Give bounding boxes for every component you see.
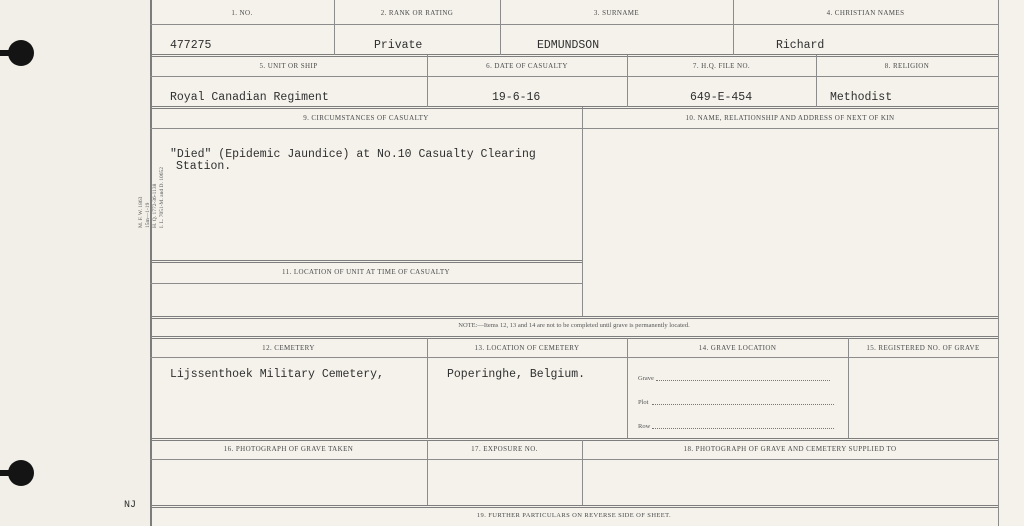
rule xyxy=(150,459,998,460)
circumstances-line-1: "Died" (Epidemic Jaundice) at No.10 Casualty Clearing xyxy=(170,148,536,161)
plot-field-label: Plot xyxy=(638,399,649,406)
date-value: 19-6-16 xyxy=(492,91,541,104)
rule xyxy=(150,505,998,508)
header-no: 1. NO. xyxy=(231,9,253,17)
side-print-line: M. F. W. 1863 xyxy=(138,196,144,228)
divider xyxy=(848,338,849,438)
note: NOTE:—Items 12, 13 and 14 are not to be completed until grave is permanently located. xyxy=(458,322,690,329)
service-number: 477275 xyxy=(170,39,212,52)
rule xyxy=(150,106,998,109)
header-exposure: 17. EXPOSURE NO. xyxy=(471,445,538,453)
surname-value: EDMUNDSON xyxy=(537,39,600,52)
header-location-cemetery: 13. LOCATION OF CEMETERY xyxy=(474,344,580,352)
circumstances-line-2: Station. xyxy=(176,160,232,173)
rule xyxy=(150,357,998,358)
rule xyxy=(150,54,998,57)
divider xyxy=(427,338,428,438)
rule xyxy=(150,316,998,319)
header-religion: 8. RELIGION xyxy=(884,62,930,70)
grave-field-label: Grave xyxy=(638,375,654,382)
header-cemetery: 12. CEMETERY xyxy=(262,344,315,352)
header-hq-file: 7. H.Q. FILE NO. xyxy=(692,62,751,70)
plot-field-line xyxy=(652,404,834,405)
side-print-line: I. L. 7051-M. and D. 10652 xyxy=(159,167,165,228)
rank-value: Private xyxy=(374,39,423,52)
divider xyxy=(582,107,583,317)
hq-file-value: 649-E-454 xyxy=(690,91,753,104)
christian-names-value: Richard xyxy=(776,39,825,52)
header-rank: 2. RANK OR RATING xyxy=(380,9,454,17)
footer-further-particulars: 19. FURTHER PARTICULARS ON REVERSE SIDE OF SHEET. xyxy=(476,512,672,519)
divider xyxy=(627,338,628,438)
frame-right xyxy=(998,0,999,526)
side-print xyxy=(138,167,166,228)
header-grave-location: 14. GRAVE LOCATION xyxy=(698,344,777,352)
header-date: 6. DATE OF CASUALTY xyxy=(486,62,568,70)
header-christian-names: 4. CHRISTIAN NAMES xyxy=(826,9,905,17)
cemetery-value: Lijssenthoek Military Cemetery, xyxy=(170,368,384,381)
header-photo-taken: 16. PHOTOGRAPH OF GRAVE TAKEN xyxy=(223,445,354,453)
grave-field-line xyxy=(656,380,830,381)
rule xyxy=(150,128,998,129)
header-unit: 5. UNIT OR SHIP xyxy=(259,62,318,70)
header-photo-supplied: 18. PHOTOGRAPH OF GRAVE AND CEMETERY SUPPLIED TO xyxy=(683,445,897,453)
rule xyxy=(150,24,998,25)
row-field-label: Row xyxy=(638,423,651,430)
punch-hole-bottom xyxy=(8,460,34,486)
rule xyxy=(150,260,582,263)
rule xyxy=(150,336,998,339)
side-print-line: H. Q. 1772-36-1138 xyxy=(152,183,158,228)
header-surname: 3. SURNAME xyxy=(593,9,640,17)
rule xyxy=(150,283,582,284)
side-print-line: 15m—1-19 xyxy=(145,202,151,228)
header-next-of-kin: 10. NAME, RELATIONSHIP AND ADDRESS OF NEXT OF KIN xyxy=(685,114,895,122)
punch-hole-top xyxy=(8,40,34,66)
left-margin xyxy=(0,0,150,526)
header-location-unit: 11. LOCATION OF UNIT AT TIME OF CASUALTY xyxy=(282,268,450,276)
location-cemetery-value: Poperinghe, Belgium. xyxy=(447,368,586,381)
rule xyxy=(150,438,998,441)
row-field-line xyxy=(652,428,834,429)
header-registered-no: 15. REGISTERED NO. OF GRAVE xyxy=(866,344,980,352)
rule xyxy=(150,76,998,77)
initials: NJ xyxy=(124,500,137,511)
religion-value: Methodist xyxy=(830,91,893,104)
header-circumstances: 9. CIRCUMSTANCES OF CASUALTY xyxy=(303,114,429,122)
unit-value: Royal Canadian Regiment xyxy=(170,91,329,104)
